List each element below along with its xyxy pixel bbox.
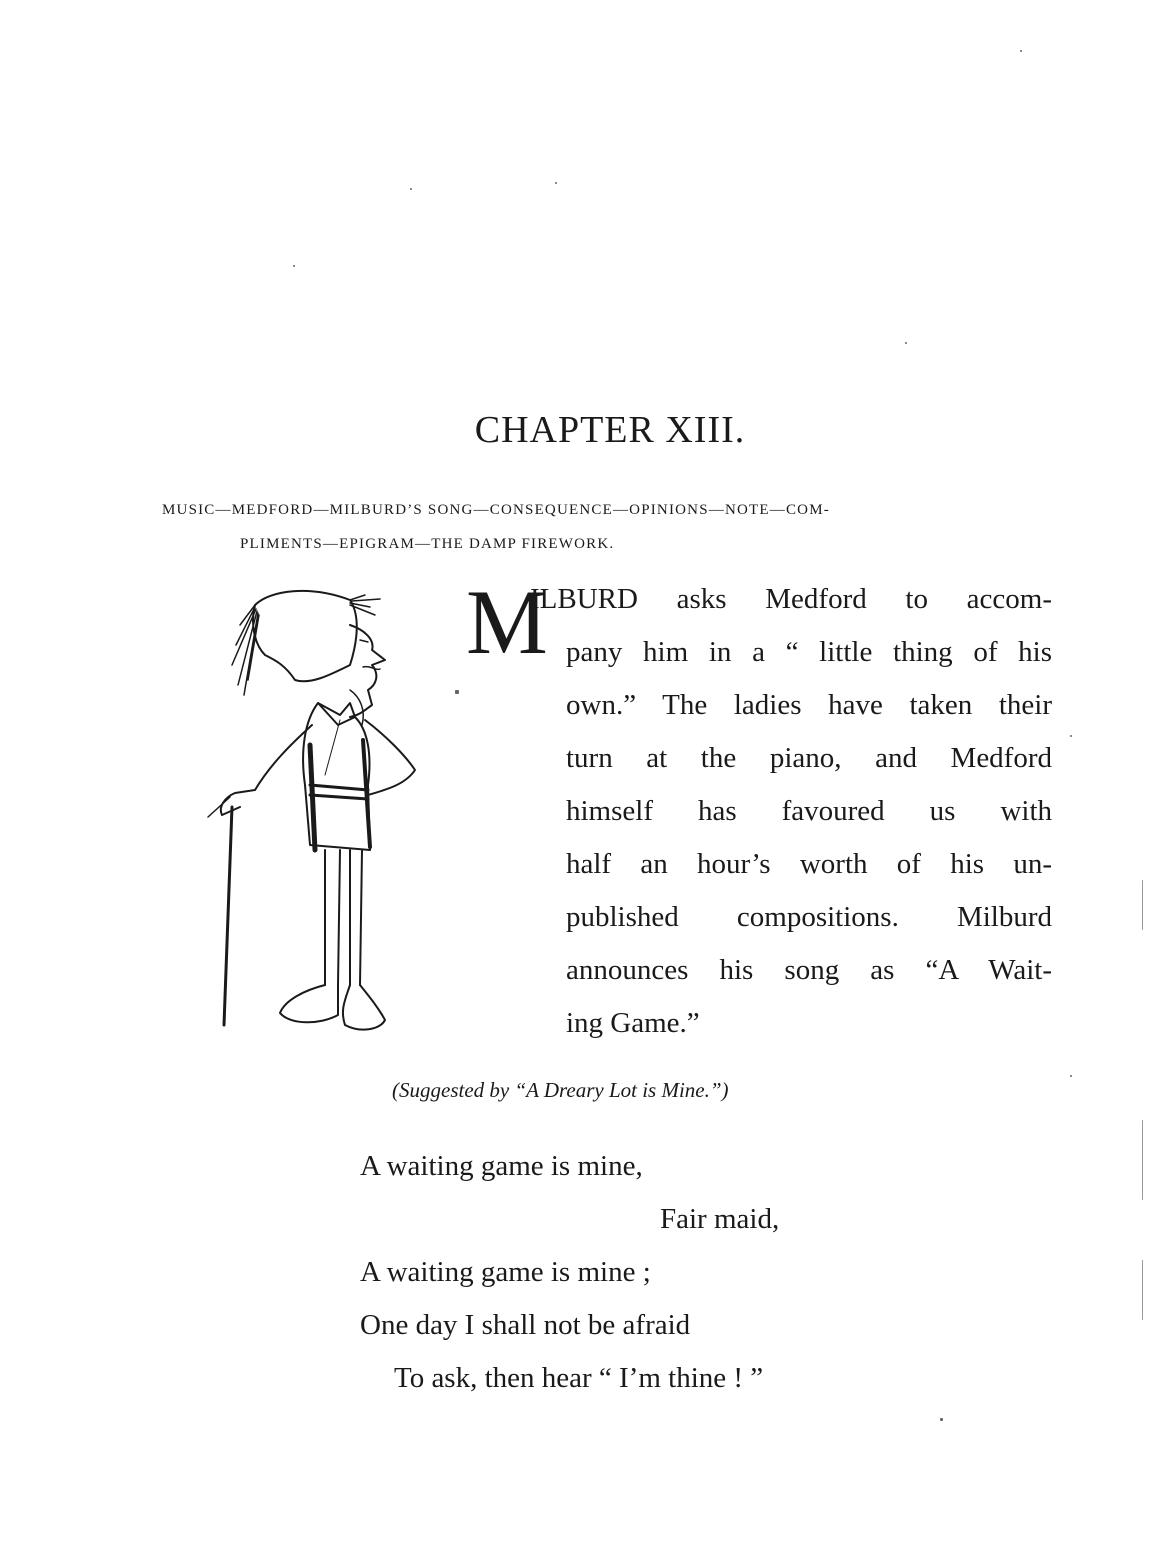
- print-speck: [940, 1418, 943, 1421]
- summary-line-1: MUSIC—MEDFORD—MILBURD’S SONG—CONSEQUENCE—OPINIONS—NOTE—COM-: [162, 502, 830, 518]
- chapter-summary: [162, 493, 1057, 561]
- paragraph-line: own.” The ladies have taken their: [566, 689, 1052, 721]
- paragraph-line: himself has favoured us with: [566, 795, 1052, 827]
- paragraph-line: half an hour’s worth of his un-: [566, 848, 1052, 880]
- paragraph-line: turn at the piano, and Medford: [566, 742, 1052, 774]
- print-speck: [455, 690, 459, 694]
- print-speck: [1142, 880, 1143, 930]
- print-speck: [1070, 1075, 1072, 1077]
- paragraph-line: announces his song as “A Wait-: [566, 954, 1052, 986]
- verse-line: One day I shall not be afraid: [360, 1309, 691, 1341]
- verse-line: A waiting game is mine ;: [360, 1256, 651, 1288]
- print-speck: [905, 342, 907, 344]
- song-attribution: (Suggested by “A Dreary Lot is Mine.”): [392, 1078, 729, 1102]
- paragraph-first-line: ILBURD asks Medford to accom-: [530, 583, 1052, 615]
- print-speck: [1142, 1260, 1143, 1320]
- paragraph-line: ing Game.”: [566, 1007, 700, 1039]
- print-speck: [293, 265, 295, 267]
- print-speck: [555, 182, 557, 184]
- print-speck: [410, 188, 412, 190]
- song-verse: [360, 1140, 779, 1405]
- print-speck: [1070, 735, 1072, 737]
- print-speck: [1020, 50, 1022, 52]
- milburd-illustration: [200, 585, 430, 1045]
- verse-line: To ask, then hear “ I’m thine ! ”: [394, 1362, 764, 1394]
- drop-cap: M: [466, 571, 546, 673]
- print-speck: [1142, 1120, 1143, 1200]
- paragraph-line: published compositions. Milburd: [566, 901, 1052, 933]
- verse-line: Fair maid,: [660, 1203, 780, 1235]
- summary-line-2: PLIMENTS—EPIGRAM—THE DAMP FIREWORK.: [240, 536, 615, 552]
- verse-line: A waiting game is mine,: [360, 1150, 643, 1182]
- chapter-title: CHAPTER XIII.: [474, 409, 746, 451]
- paragraph-body: [566, 626, 1052, 1050]
- paragraph-line: pany him in a “ little thing of his: [566, 636, 1052, 668]
